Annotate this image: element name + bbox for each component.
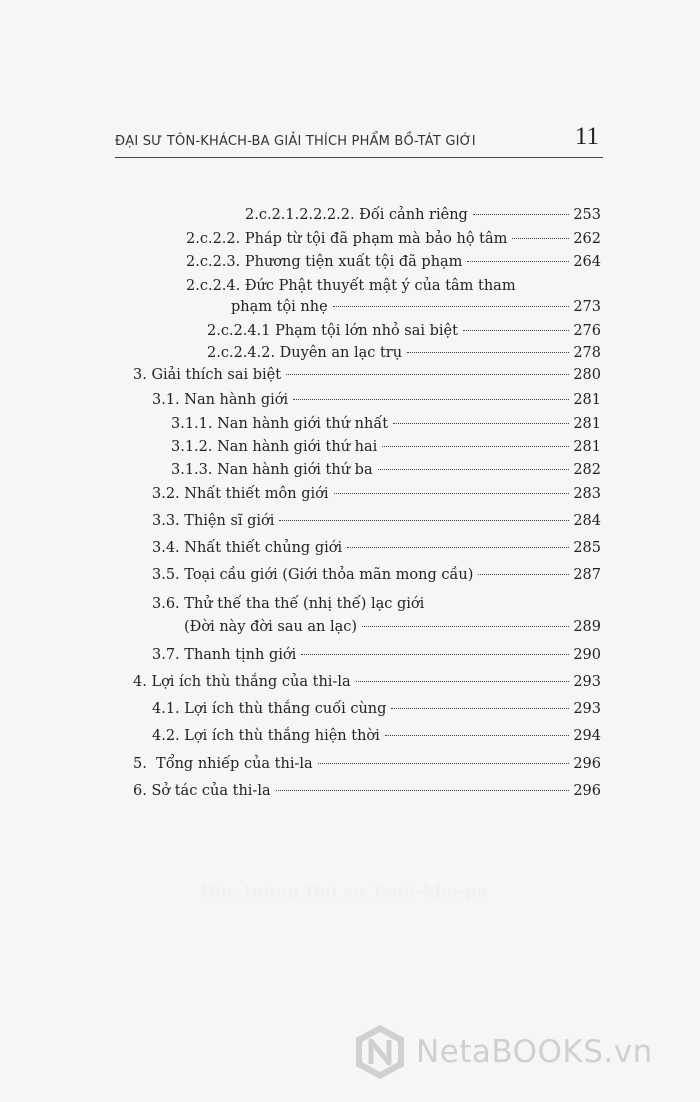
dot-leader xyxy=(276,790,570,791)
dot-leader xyxy=(512,238,569,239)
toc-entry-page: 284 xyxy=(573,513,601,529)
dot-leader xyxy=(356,681,570,682)
toc-entry-label: 3.5. Toại cầu giới (Giới thỏa mãn mong cầu) xyxy=(152,567,474,583)
toc-entry-label: 2.c.2.3. Phương tiện xuất tội đã phạm xyxy=(186,254,463,270)
dot-leader xyxy=(347,547,569,548)
dot-leader xyxy=(334,493,570,494)
toc-entry xyxy=(133,364,601,386)
toc-entry-page: 262 xyxy=(573,231,601,247)
toc-entry-label: (Đời này đời sau an lạc) xyxy=(184,619,358,635)
toc-entry-label: 2.c.2.1.2.2.2.2. Đối cảnh riêng xyxy=(245,207,468,223)
netabooks-logo xyxy=(352,1022,682,1082)
toc-entry-page: 273 xyxy=(573,299,601,315)
toc-entry-label: 3.3. Thiện sĩ giới xyxy=(152,513,275,529)
dot-leader xyxy=(407,352,569,353)
toc-entry-page: 282 xyxy=(573,462,601,478)
toc-entry xyxy=(152,389,601,411)
toc-entry-page: 293 xyxy=(573,701,601,717)
toc-entry-label: 3.4. Nhất thiết chủng giới xyxy=(152,540,343,556)
dot-leader xyxy=(478,574,569,575)
toc-entry-label: 5. Tổng nhiếp của thi-la xyxy=(133,756,313,772)
running-header xyxy=(115,120,603,156)
toc-entry xyxy=(245,204,601,226)
toc-entry-page: 293 xyxy=(573,674,601,690)
toc-entry-page: 264 xyxy=(573,254,601,270)
toc-entry-page: 278 xyxy=(573,345,601,361)
dot-leader xyxy=(301,654,569,655)
dot-leader xyxy=(463,330,569,331)
toc-entry-label: 4. Lợi ích thù thắng của thi-la xyxy=(133,674,351,690)
toc-entry-label: 3.1.2. Nan hành giới thứ hai xyxy=(171,439,378,455)
toc-entry-page: 287 xyxy=(573,567,601,583)
toc-entry xyxy=(171,436,601,458)
toc-entry-page: 276 xyxy=(573,323,601,339)
toc-entry-label: 2.c.2.4. Đức Phật thuyết mật ý của tâm tham xyxy=(186,278,516,294)
toc-entry xyxy=(171,459,601,481)
toc-entry xyxy=(152,644,601,666)
dot-leader xyxy=(393,423,569,424)
dot-leader xyxy=(286,374,569,375)
dot-leader xyxy=(382,446,569,447)
toc-entry-page: 253 xyxy=(573,207,601,223)
toc-entry-label: 4.2. Lợi ích thù thắng hiện thời xyxy=(152,728,380,744)
toc-entry xyxy=(152,725,601,747)
toc-entry-label: 3.1.1. Nan hành giới thứ nhất xyxy=(171,416,389,432)
toc-entry xyxy=(152,483,601,505)
toc-entry xyxy=(231,296,601,318)
toc-entry-label: 6. Sở tác của thi-la xyxy=(133,783,271,799)
toc-entry-page: 283 xyxy=(573,486,601,502)
toc-entry-label: 2.c.2.2. Pháp từ tội đã phạm mà bảo hộ tâm xyxy=(186,231,508,247)
toc-entry-page: 296 xyxy=(573,783,601,799)
toc-entry-page: 281 xyxy=(573,416,601,432)
toc-entry-label: 3. Giải thích sai biệt xyxy=(133,367,282,383)
toc-entry xyxy=(133,780,601,802)
toc-entry xyxy=(207,342,601,364)
toc-entry xyxy=(184,616,601,638)
toc-entry xyxy=(133,671,601,693)
toc-entry xyxy=(152,537,601,559)
toc-entry-label: 3.2. Nhất thiết môn giới xyxy=(152,486,329,502)
toc-entry xyxy=(133,753,601,775)
dot-leader xyxy=(378,469,570,470)
logo-hexagon-icon xyxy=(352,1022,408,1082)
toc-entry-page: 281 xyxy=(573,392,601,408)
dot-leader xyxy=(318,763,570,764)
toc-entry xyxy=(186,228,601,250)
toc-entry-label: 3.1.3. Nan hành giới thứ ba xyxy=(171,462,373,478)
toc-entry-label: 3.1. Nan hành giới xyxy=(152,392,289,408)
toc-entry-label: 4.1. Lợi ích thù thắng cuối cùng xyxy=(152,701,387,717)
toc-entry-label: phạm tội nhẹ xyxy=(231,299,328,315)
toc-entry xyxy=(171,413,601,435)
dot-leader xyxy=(362,626,569,627)
toc-entry-page: 294 xyxy=(573,728,601,744)
toc-entry xyxy=(207,320,601,342)
toc-entry xyxy=(152,698,601,720)
toc-entry-page: 285 xyxy=(573,540,601,556)
toc-entry-page: 290 xyxy=(573,647,601,663)
dot-leader xyxy=(333,306,570,307)
toc-entry xyxy=(152,510,601,532)
toc-entry-page: 289 xyxy=(573,619,601,635)
dot-leader xyxy=(385,735,570,736)
logo-text: NetaBOOKS.vn xyxy=(416,1034,653,1070)
toc-entry-page: 296 xyxy=(573,756,601,772)
toc-entry xyxy=(186,251,601,273)
dot-leader xyxy=(467,261,569,262)
header-rule xyxy=(115,157,603,158)
toc-entry xyxy=(152,564,601,586)
dot-leader xyxy=(279,520,569,521)
toc-entry-page: 280 xyxy=(573,367,601,383)
running-header-title: ĐẠI SƯ TÔN-KHÁCH-BA GIẢI THÍCH PHẨM BỒ-TÁT GIỚI xyxy=(115,134,476,149)
toc-entry-label: 3.7. Thanh tịnh giới xyxy=(152,647,297,663)
toc-entry-label: 2.c.2.4.1 Phạm tội lớn nhỏ sai biệt xyxy=(207,323,458,339)
dot-leader xyxy=(473,214,569,215)
toc-entry-page: 281 xyxy=(573,439,601,455)
dot-leader xyxy=(293,399,569,400)
toc-entry-label: 3.6. Thử thế tha thế (nhị thế) lạc giới xyxy=(152,596,425,612)
page-number: 11 xyxy=(574,123,599,150)
faint-watermark-caption: Đức tướng Đại sư Tsoũ-kha-pa xyxy=(200,882,488,902)
toc-entry-label: 2.c.2.4.2. Duyên an lạc trụ xyxy=(207,345,403,361)
dot-leader xyxy=(391,708,569,709)
